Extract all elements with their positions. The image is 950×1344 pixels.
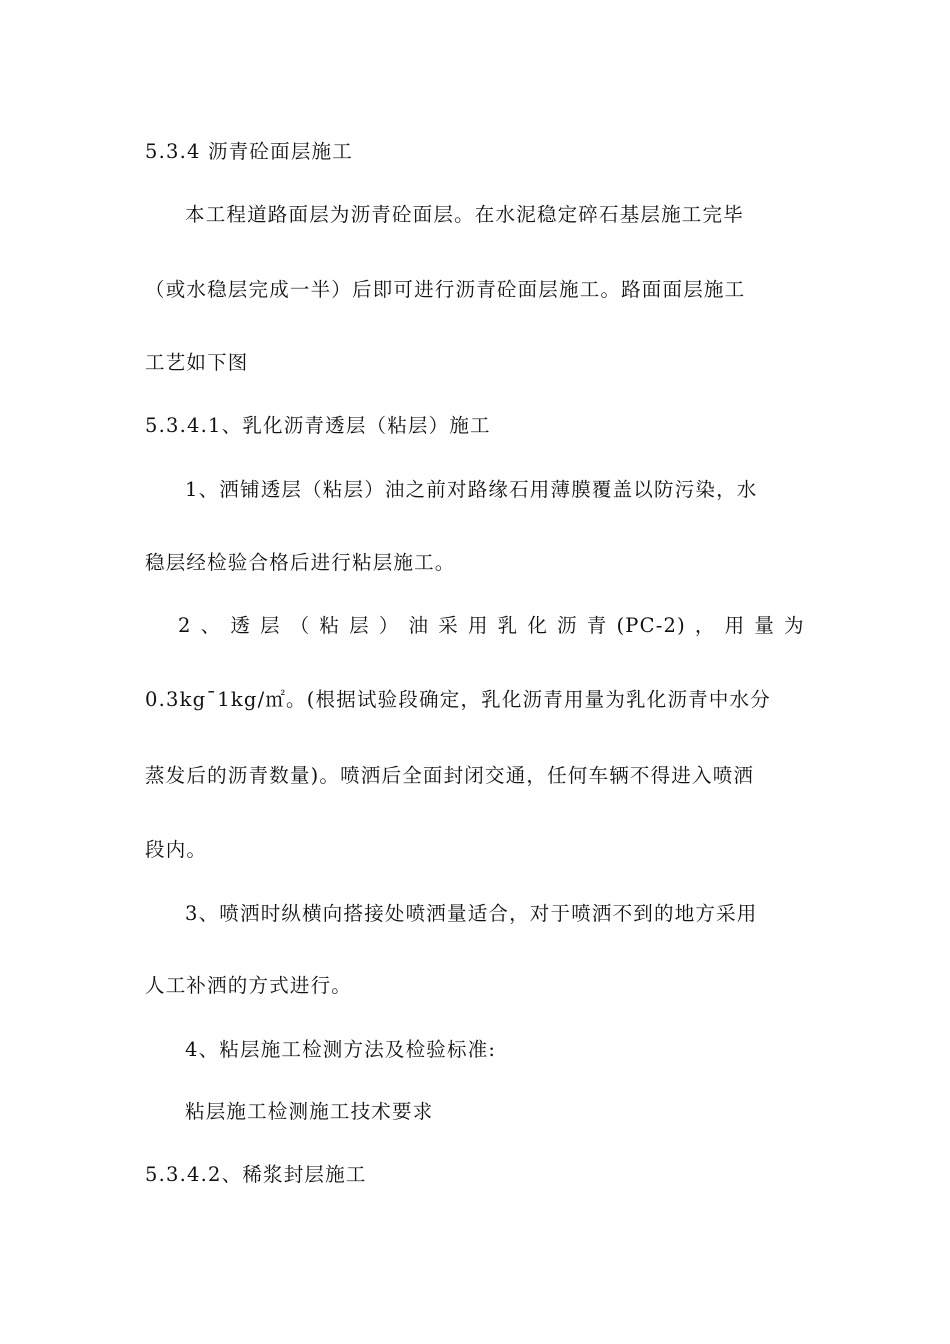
justified-word: 用 <box>724 614 746 637</box>
justified-word: 透 <box>230 614 252 637</box>
paragraph-line: 段内。 <box>145 838 208 861</box>
paragraph-line: 本工程道路面层为沥青砼面层。在水泥稳定碎石基层施工完毕 <box>185 203 744 226</box>
paragraph-line: 3、喷洒时纵横向搭接处喷洒量适合，对于喷洒不到的地方采用 <box>185 902 758 925</box>
justified-word-row <box>178 612 805 640</box>
section-heading-5-3-4: 5.3.4 沥青砼面层施工 <box>145 140 353 163</box>
justified-word: 2 <box>178 614 192 637</box>
dosage-min: 0.3kg <box>145 688 207 711</box>
paragraph-line: 人工补洒的方式进行。 <box>145 974 353 997</box>
justified-word: 用 <box>467 614 489 637</box>
paragraph-text: 。(根据试验段确定，乳化沥青用量为乳化沥青中水分 <box>286 688 771 711</box>
justified-word: 粘 <box>319 614 341 637</box>
justified-word: 采 <box>438 614 459 637</box>
dosage-dash: ¯ <box>206 688 218 711</box>
section-heading-5-3-4-1: 5.3.4.1、乳化沥青透层（粘层）施工 <box>145 414 491 437</box>
paragraph-line: 蒸发后的沥青数量)。喷洒后全面封闭交通，任何车辆不得进入喷洒 <box>145 764 755 787</box>
paragraph-line: 稳层经检验合格后进行粘层施工。 <box>145 551 456 574</box>
justified-word: ， <box>694 614 716 637</box>
justified-word: 层 <box>260 614 281 637</box>
justified-word: 为 <box>784 614 805 637</box>
justified-word: 乳 <box>497 614 519 637</box>
justified-word: （ <box>289 614 311 637</box>
justified-word: 青 <box>586 614 608 637</box>
paragraph-line: 工艺如下图 <box>145 351 249 374</box>
justified-word: 沥 <box>557 614 578 637</box>
paragraph-line <box>145 686 805 714</box>
justified-word: 层 <box>349 614 370 637</box>
justified-word: 油 <box>408 614 430 637</box>
paragraph-line: 4、粘层施工检测方法及检验标准: <box>185 1038 497 1061</box>
paragraph-line-justified <box>178 612 805 640</box>
justified-word: 量 <box>754 614 776 637</box>
section-heading-5-3-4-2: 5.3.4.2、稀浆封层施工 <box>145 1163 367 1186</box>
paragraph-line: （或水稳层完成一半）后即可进行沥青砼面层施工。路面面层施工 <box>145 278 746 301</box>
justified-word: 化 <box>527 614 549 637</box>
paragraph-line: 1、洒铺透层（粘层）油之前对路缘石用薄膜覆盖以防污染，水 <box>185 478 758 501</box>
justified-word: (PC-2) <box>616 614 686 637</box>
table-caption: 粘层施工检测施工技术要求 <box>185 1100 434 1123</box>
dosage-max: 1kg/㎡ <box>217 688 287 711</box>
justified-word: 、 <box>200 614 222 637</box>
justified-word: ） <box>378 614 400 637</box>
